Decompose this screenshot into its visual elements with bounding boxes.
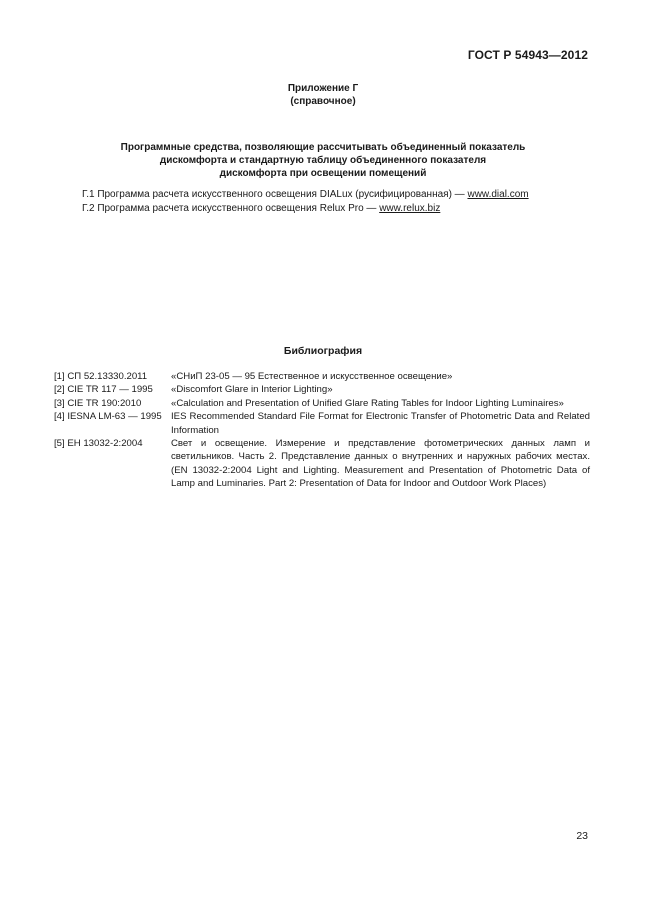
bibliography-text: «СНиП 23-05 — 95 Естественное и искусственное освещение» [171, 371, 453, 382]
bibliography-ref: [2] CIE TR 117 — 1995 [54, 384, 153, 396]
bibliography-entry [54, 370, 590, 383]
program-link-relux[interactable]: www.relux.biz [379, 202, 441, 214]
appendix-title-line: Программные средства, позволяющие рассчитывать объединенный показатель [120, 142, 526, 153]
program-item-dialux [82, 188, 529, 202]
bibliography-ref: [4] IESNA LM-63 — 1995 [54, 411, 162, 423]
bibliography-text: «Discomfort Glare in Interior Lighting» [171, 384, 333, 396]
bibliography-ref: [1] СП 52.13330.2011 [54, 371, 148, 382]
program-item-text: Г.2 Программа расчета искусственного освещения Relux Pro — [82, 202, 380, 214]
appendix-title [0, 141, 646, 180]
bibliography-text: Свет и освещение. Измерение и представление фотометрических данных ламп и светильников. Часть 2. Представление данных о внутренних и наружных рабочих местах. (EN 13032-2:2004 Light and Lighting. Measurement and Presentation of Photometric Data of Lamp and Luminaries. Part 2: Presentation of Data for Indoor and Outdoor Work Places) [171, 438, 590, 490]
page-number: 23 [576, 830, 588, 842]
bibliography-ref: [3] CIE TR 190:2010 [54, 397, 142, 409]
standard-number: ГОСТ Р 54943—2012 [467, 48, 588, 62]
program-item-text: Г.1 Программа расчета искусственного освещения DIALux (русифицированная) — [82, 189, 468, 200]
bibliography-entry [54, 410, 590, 437]
program-item-relux [82, 202, 529, 216]
bibliography-text: «Calculation and Presentation of Unified Glare Rating Tables for Indoor Lighting Luminaires» [171, 397, 564, 409]
bibliography-ref: [5] ЕН 13032-2:2004 [54, 438, 143, 450]
appendix-heading [0, 82, 646, 108]
appendix-title-line: дискомфорта при освещении помещений [219, 168, 427, 179]
appendix-label: Приложение Г [287, 83, 359, 94]
bibliography-title: Библиография [283, 345, 363, 357]
bibliography-text: IES Recommended Standard File Format for Electronic Transfer of Photometric Data and Related Information [171, 411, 590, 436]
bibliography-entry [54, 397, 590, 410]
bibliography-entry [54, 383, 590, 396]
appendix-title-line: дискомфорта и стандартную таблицу объединенного показателя [159, 155, 487, 166]
program-list [82, 188, 529, 215]
appendix-status: (справочное) [290, 96, 356, 107]
program-link-dialux[interactable]: www.dial.com [467, 189, 529, 200]
bibliography-entry [54, 437, 590, 491]
bibliography-list [54, 370, 590, 491]
